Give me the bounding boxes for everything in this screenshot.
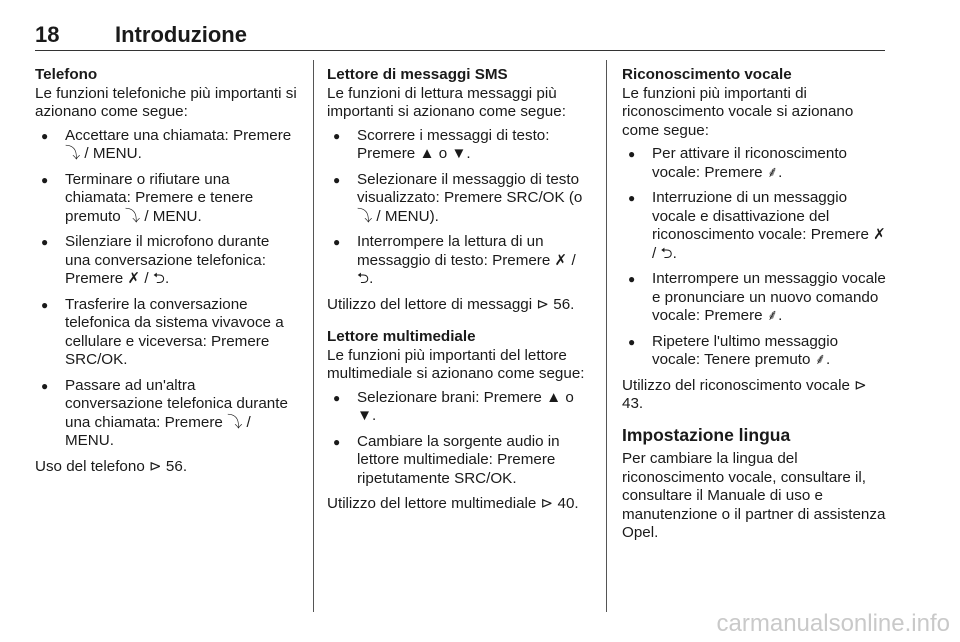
column-divider-1 xyxy=(313,60,314,612)
list-item: ● Silenziare il microfono durante una conversazione telefonica: Premere ✗ / ⮌. xyxy=(35,233,297,289)
bullet-list xyxy=(327,127,589,289)
column-voice xyxy=(622,66,890,543)
watermark-logo: carmanualsonline.info xyxy=(716,610,950,637)
list-item: ● Cambiare la sorgente audio in lettore multimediale: Premere ripetutamente SRC/OK. xyxy=(327,433,589,489)
section-heading-voice: Riconoscimento vocale xyxy=(622,66,792,83)
column-sms xyxy=(327,66,589,514)
page-reference: Utilizzo del riconoscimento vocale ⊳ 43. xyxy=(622,376,867,412)
list-item: ● Accettare una chiamata: Premere ⤵ / MENU. xyxy=(35,127,297,164)
list-item: ● Interrompere un messaggio vocale e pronunciare un nuovo comando vocale: Premere ⸙. xyxy=(622,270,890,326)
list-item: ● Selezionare brani: Premere ▲ o ▼. xyxy=(327,389,589,426)
section-heading-language: Impostazione lingua xyxy=(622,424,791,445)
list-item: ● Ripetere l'ultimo messaggio vocale: Tenere premuto ⸙. xyxy=(622,333,890,370)
list-item: ● Passare ad un'altra conversazione telefonica durante una chiamata: Premere ⤵ / MENU. xyxy=(35,377,297,451)
column-divider-2 xyxy=(606,60,607,612)
list-item: ● Trasferire la conversazione telefonica da sistema vivavoce a cellulare e viceversa: Premere SRC/OK. xyxy=(35,296,297,370)
page-title: Introduzione xyxy=(115,22,247,47)
section-heading-multimedia: Lettore multimediale xyxy=(327,328,476,345)
page-number: 18 xyxy=(35,22,60,47)
column-telefono xyxy=(35,66,297,476)
list-item: ● Scorrere i messaggi di testo: Premere ▲ o ▼. xyxy=(327,127,589,164)
bullet-list xyxy=(35,127,297,451)
list-item: ● Per attivare il riconoscimento vocale: Premere ⸙. xyxy=(622,145,890,182)
page-header xyxy=(35,22,885,51)
list-item: ● Selezionare il messaggio di testo visualizzato: Premere SRC/OK (o ⤵ / MENU). xyxy=(327,171,589,227)
list-item: ● Interrompere la lettura di un messaggio di testo: Premere ✗ / ⮌. xyxy=(327,233,589,289)
section-intro: Le funzioni telefoniche più importanti si azionano come segue: xyxy=(35,84,297,120)
section-heading-sms: Lettore di messaggi SMS xyxy=(327,66,508,83)
section-intro: Le funzioni più importanti del lettore multimediale si azionano come segue: xyxy=(327,346,585,382)
page-reference: Uso del telefono ⊳ 56. xyxy=(35,457,188,475)
list-item: ● Interruzione di un messaggio vocale e disattivazione del riconoscimento vocale: Premere ✗ / ⮌. xyxy=(622,189,890,263)
section-intro: Le funzioni più importanti di riconoscimento vocale si azionano come segue: xyxy=(622,84,854,139)
section-heading-telefono: Telefono xyxy=(35,66,98,83)
section-body: Per cambiare la lingua del riconoscimento vocale, consultare il, consultare il Manuale di uso e manutenzione o il partner di assistenza Opel. xyxy=(622,450,886,541)
section-intro: Le funzioni di lettura messaggi più importanti si azionano come segue: xyxy=(327,84,566,120)
bullet-list xyxy=(622,145,890,370)
page-reference: Utilizzo del lettore di messaggi ⊳ 56. xyxy=(327,295,575,313)
bullet-list xyxy=(327,389,589,489)
page-reference: Utilizzo del lettore multimediale ⊳ 40. xyxy=(327,495,579,512)
list-item: ● Terminare o rifiutare una chiamata: Premere e tenere premuto ⤵ / MENU. xyxy=(35,171,297,227)
